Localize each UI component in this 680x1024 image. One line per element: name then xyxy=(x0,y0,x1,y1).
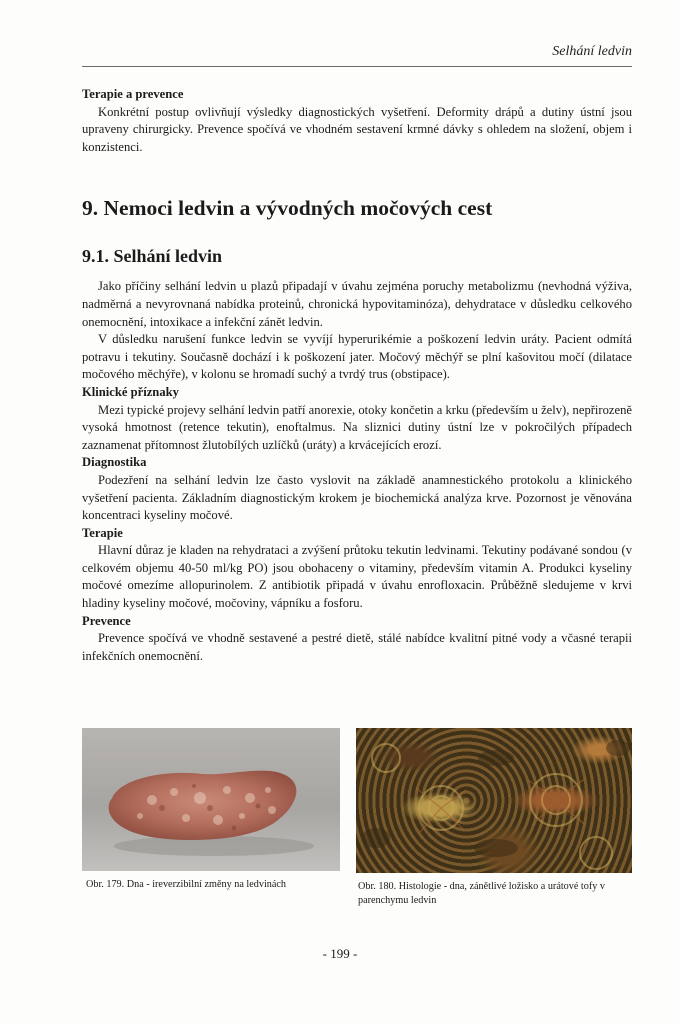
subsection-heading: Prevence xyxy=(82,613,131,628)
running-header: Selhání ledvin xyxy=(552,44,632,59)
section-title: 9.1. Selhání ledvin xyxy=(82,246,223,267)
page-body xyxy=(82,86,632,665)
kidney-photo xyxy=(82,728,340,871)
section-paragraph: Jako příčiny selhání ledvin u plazů připadají v úvahu zejména poruchy metabolizmu (nevhodná výživa, nadměrná a nevyrovnaná nabídka proteinů, chronická hypovitaminóza), dehydratace v důsledku celkového onemocnění, intoxikace a infekční zánět ledvin. xyxy=(82,279,632,329)
intro-heading: Terapie a prevence xyxy=(82,87,184,101)
subsection-heading: Diagnostika xyxy=(82,455,147,470)
figure-caption: Obr. 180. Histologie - dna, zánětlivé ložisko a urátové tofy v parenchymu ledvin xyxy=(358,881,605,906)
subsection-text: Mezi typické projevy selhání ledvin patří anorexie, otoky končetin a krku (především u želv), nepřirozeně vysoká hmotnost (retence tekutin), enoftalmus. Na sliznici dutiny ústní lze v pokročilých případech zaznamenat přítomnost žlutobílých uzlíčků (uráty) a krvácejících erozí. xyxy=(82,402,632,452)
subsection-text: Hlavní důraz je kladen na rehydrataci a zvýšení průtoku tekutin ledvinami. Tekutiny podávané sondou (v celkovém objemu 40-50 ml/kg PO) jsou obohaceny o vitaminy, především vitamin A. Produkci kyseliny močové omezíme allopurinolem. Z antibiotik připadá v úvahu enrofloxacin. Průběžně sledujeme v krvi hladiny kyseliny močové, močoviny, vápníku a fosforu. xyxy=(82,543,632,611)
subsection-heading: Klinické příznaky xyxy=(82,384,179,399)
subsection-text: Prevence spočívá ve vhodně sestavené a pestré dietě, stálé nabídce kvalitní pitné vody a včasné terapii infekčních onemocnění. xyxy=(82,631,632,663)
intro-text: Konkrétní postup ovlivňují výsledky diagnostických vyšetření. Deformity drápů a dutiny ústní jsou upraveny chirurgicky. Prevence spočívá ve vhodném sestavení krmné dávky s ohledem na složení, objem i konzistenci. xyxy=(82,104,632,154)
header-rule xyxy=(82,66,632,67)
chapter-title: 9. Nemoci ledvin a vývodných močových cest xyxy=(82,196,493,221)
section-paragraph: V důsledku narušení funkce ledvin se vyvíjí hyperurikémie a poškození ledvin uráty. Pacient odmítá potravu i tekutiny. Současně dochází i k poškození jater. Močový měchýř se plní kašovitou močí (dilatace močového měchýře), v kolonu se hromadí suchý a tvrdý trus (obstipace). xyxy=(82,332,632,382)
figures-row xyxy=(82,728,632,918)
subsection-heading: Terapie xyxy=(82,525,123,540)
histology-photo xyxy=(356,728,632,873)
figure-180 xyxy=(356,728,632,908)
page-number: - 199 - xyxy=(322,946,358,961)
figure-caption: Obr. 179. Dna - ireverzibilní změny na ledvinách xyxy=(86,879,287,890)
figure-179 xyxy=(82,728,340,892)
subsection-text: Podezření na selhání ledvin lze často vyslovit na základě anamnestického protokolu a klinického vyšetření pacienta. Základním diagnostickým krokem je biochemická analýza krve. Pozornost je věnována koncentraci kyseliny močové. xyxy=(82,472,632,523)
